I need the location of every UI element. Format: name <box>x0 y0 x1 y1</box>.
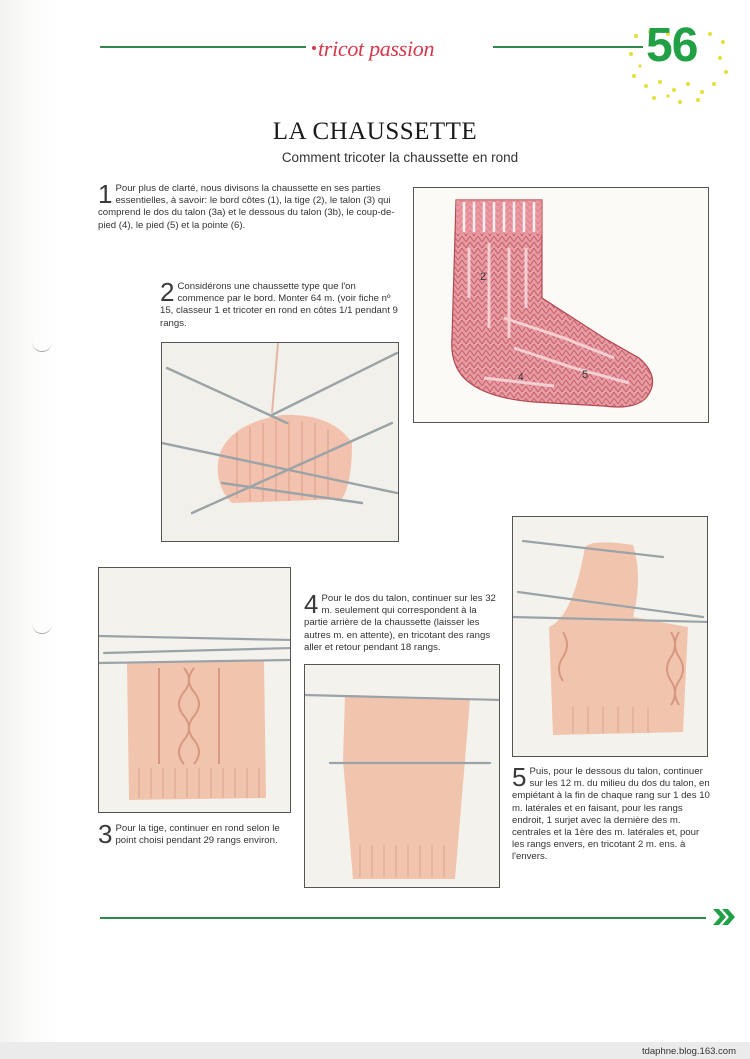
page-subtitle: Comment tricoter la chaussette en rond <box>281 150 519 165</box>
photo-heel-flap <box>304 664 500 888</box>
diagram-label-5: 5 <box>582 369 589 381</box>
magazine-name: tricot passion <box>318 36 435 61</box>
double-arrow-right-icon[interactable] <box>711 907 737 927</box>
step-text: Pour la tige, continuer en rond selon le point choisi pendant 29 rangs environ. <box>115 823 280 847</box>
header-dot <box>312 46 316 50</box>
step-text: Considérons une chaussette type que l'on commence par le bord. Monter 64 m. (voir fiche nº 15, classeur 1 et tricoter en rond en côtes 1/1 pendant 9 rangs. <box>160 281 398 329</box>
photo-leg-cables <box>98 567 291 813</box>
sock-diagram <box>413 187 709 423</box>
header-rule-left <box>100 46 306 48</box>
photo-heel-turn <box>512 516 708 757</box>
step-number: 3 <box>98 819 113 849</box>
step-text: Pour plus de clarté, nous divisons la chaussette en ses parties essentielles, à savoir: le bord côtes (1), la tige (2), le talon (3) qui comprend le dos du talon (3a) et le dessous du talon (3b), le coup-de-pied (4), le pied (5) et la pointe (6). <box>98 183 395 231</box>
diagram-label-4: 4 <box>518 372 524 383</box>
step-4 <box>304 589 498 654</box>
step-number: 5 <box>512 762 527 792</box>
step-2 <box>160 277 400 330</box>
diagram-label-2: 2 <box>480 271 487 283</box>
step-text: Pour le dos du talon, continuer sur les 32 m. seulement qui correspondent à la partie arrière de la chaussette (laisser les autres m. en attente), en tricotant des rangs aller et retour pendant 18 rangs. <box>304 593 496 653</box>
page-title: LA CHAUSSETTE <box>272 118 478 145</box>
step-5 <box>512 762 710 864</box>
page-number: 56 <box>646 19 698 72</box>
footer-watermark: tdaphne.blog.163.com <box>641 1046 736 1057</box>
footer-rule <box>100 917 706 919</box>
step-number: 4 <box>304 589 319 619</box>
step-number: 2 <box>160 277 175 307</box>
footer-bar <box>0 1042 750 1059</box>
step-3 <box>98 819 294 849</box>
header-rule-right <box>493 46 643 48</box>
step-1 <box>98 179 398 232</box>
step-number: 1 <box>98 179 113 209</box>
step-text: Puis, pour le dessous du talon, continuer sur les 12 m. du milieu du dos du talon, en empiétant à la fin de chaque rang sur 1 des 10 m. latérales et en faisant, pour les rangs endroit, 1 surjet avec la dernière des m. centrales et la 1ère des m. latérales et, pour les rangs envers, en tricotant 2 m. ens. à l'envers. <box>512 766 710 863</box>
photo-ribbing <box>161 342 399 542</box>
